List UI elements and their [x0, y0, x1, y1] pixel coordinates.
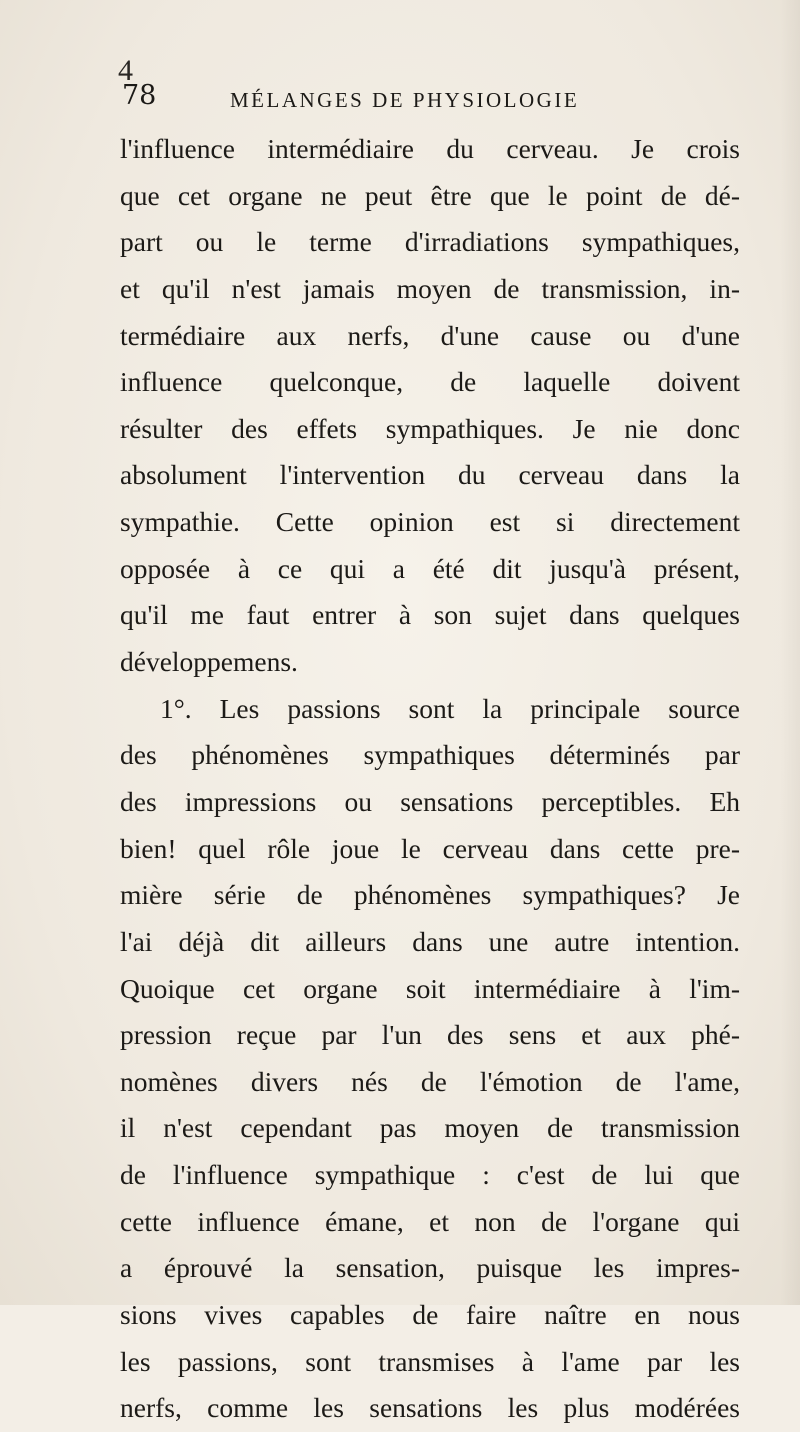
page-header — [118, 54, 720, 118]
text-line: influence quelconque, de laquelle doivent — [120, 366, 740, 398]
text-line: mière série de phénomènes sympathiques? Je — [120, 879, 740, 911]
margin-handwritten-mark: 4 — [118, 54, 133, 87]
text-line: nerfs, comme les sensations les plus modérées — [120, 1392, 740, 1424]
text-line: des impressions ou sensations perceptibles. Eh — [120, 785, 740, 817]
text-line: de l'influence sympathique : c'est de lui que — [120, 1159, 740, 1191]
text-line: bien! quel rôle joue le cerveau dans cette pre- — [120, 832, 740, 864]
text-line: que cet organe ne peut être que le point de dé- — [120, 179, 740, 211]
text-line: absolument l'intervention du cerveau dans la — [120, 459, 740, 491]
text-line: l'influence intermédiaire du cerveau. Je crois — [120, 133, 740, 164]
text-line: nomènes divers nés de l'émotion de l'ame, — [120, 1065, 740, 1097]
text-line: qu'il me faut entrer à son sujet dans quelques — [120, 599, 740, 631]
text-line: résulter des effets sympathiques. Je nie donc — [120, 412, 740, 444]
body-text — [120, 126, 740, 1432]
text-line: et qu'il n'est jamais moyen de transmission, in- — [120, 272, 740, 304]
text-line: sions vives capables de faire naître en nous — [120, 1299, 740, 1331]
text-line: les passions, sont transmises à l'ame par les — [120, 1345, 740, 1377]
text-line: développemens. — [120, 646, 298, 678]
text-line: il n'est cependant pas moyen de transmission — [120, 1112, 740, 1144]
text-line: pression reçue par l'un des sens et aux phé- — [120, 1019, 740, 1051]
text-line: opposée à ce qui a été dit jusqu'à présent, — [120, 552, 740, 584]
page-number: 78 — [122, 80, 157, 111]
running-head: MÉLANGES DE PHYSIOLOGIE — [230, 88, 580, 112]
text-line: l'ai déjà dit ailleurs dans une autre intention. — [120, 925, 740, 957]
text-line: Quoique cet organe soit intermédiaire à l'im- — [120, 972, 740, 1004]
page-edge-shadow — [780, 0, 800, 1305]
text-line: a éprouvé la sensation, puisque les impres- — [120, 1252, 740, 1284]
text-line: sympathie. Cette opinion est si directement — [120, 506, 740, 538]
text-line: 1°. Les passions sont la principale source — [160, 692, 740, 724]
text-line: termédiaire aux nerfs, d'une cause ou d'une — [120, 319, 740, 351]
text-line: cette influence émane, et non de l'organe qui — [120, 1205, 740, 1237]
text-line: des phénomènes sympathiques déterminés par — [120, 739, 740, 771]
text-line: part ou le terme d'irradiations sympathiques, — [120, 226, 740, 258]
